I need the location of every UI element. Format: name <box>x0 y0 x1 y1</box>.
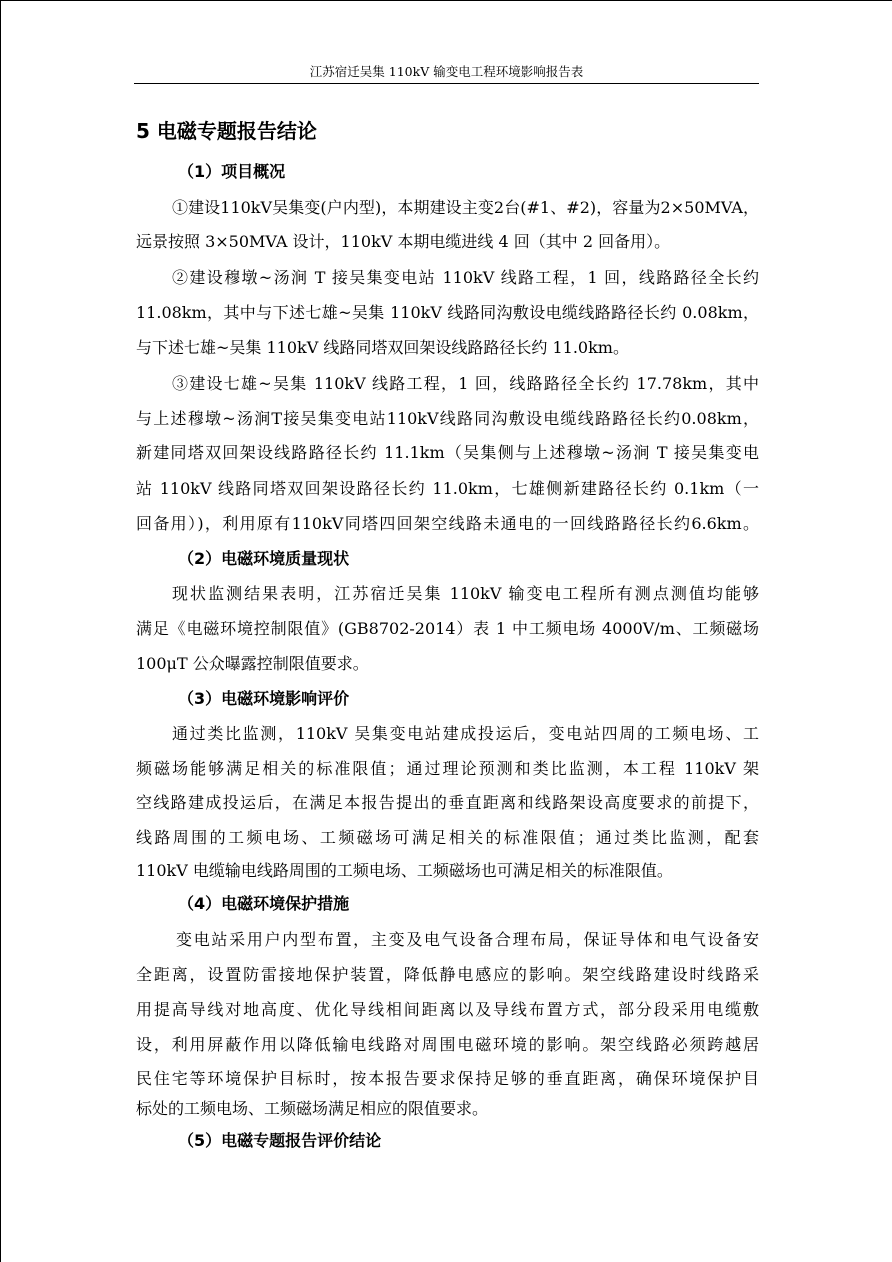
paragraph-line: 民住宅等环境保护目标时，按本报告要求保持足够的垂直距离，确保环境保护目 <box>136 1069 759 1088</box>
paragraph-line: 新建同塔双回架设线路路径长约 11.1km（吴集侧与上述穆墩~汤涧 T 接吴集变电 <box>136 443 759 462</box>
paragraph-line: 全距离，设置防雷接地保护装置，降低静电感应的影响。架空线路建设时线路采 <box>136 965 759 984</box>
paragraph-line: 110kV 电缆输电线路周围的工频电场、工频磁场也可满足相关的标准限值。 <box>136 861 673 880</box>
paragraph-line: ②建设穆墩~汤涧 T 接吴集变电站 110kV 线路工程，1 回，线路路径全长约 <box>172 268 759 287</box>
paragraph-line: 标处的工频电场、工频磁场满足相应的限值要求。 <box>136 1099 489 1118</box>
paragraph-line: 通过类比监测，110kV 吴集变电站建成投运后，变电站四周的工频电场、工 <box>172 724 759 743</box>
paragraph-line: 满足《电磁环境控制限值》(GB8702-2014）表 1 中工频电场 4000V/m、工频磁场 <box>136 619 759 638</box>
paragraph-line: 现状监测结果表明，江苏宿迁吴集 110kV 输变电工程所有测点测值均能够 <box>172 584 759 603</box>
paragraph-line: 用提高导线对地高度、优化导线相间距离以及导线布置方式，部分段采用电缆敷 <box>136 1000 759 1019</box>
paragraph-line: 11.08km，其中与下述七雄~吴集 110kV 线路同沟敷设电缆线路路径长约 0.08km， <box>136 303 759 322</box>
subheading-current-quality: （2）电磁环境质量现状 <box>178 549 350 568</box>
header-rule <box>134 83 759 84</box>
page-top-border <box>0 0 892 1</box>
page-left-border <box>0 0 1 1262</box>
paragraph-line: 站 110kV 线路同塔双回架设路径长约 11.0km，七雄侧新建路径长约 0.1km（一 <box>136 479 759 498</box>
subheading-report-conclusion: （5）电磁专题报告评价结论 <box>178 1131 382 1150</box>
running-header: 江苏宿迁吴集 110kV 输变电工程环境影响报告表 <box>309 64 584 79</box>
paragraph-line: 频磁场能够满足相关的标准限值；通过理论预测和类比监测，本工程 110kV 架 <box>136 759 759 778</box>
paragraph-line: 设，利用屏蔽作用以降低输电线路对周围电磁环境的影响。架空线路必须跨越居 <box>136 1035 759 1054</box>
subheading-protection-measures: （4）电磁环境保护措施 <box>178 894 350 913</box>
paragraph-line: 变电站采用户内型布置，主变及电气设备合理布局，保证导体和电气设备安 <box>176 930 759 949</box>
paragraph-line: 远景按照 3×50MVA 设计，110kV 本期电缆进线 4 回（其中 2 回备用）。 <box>136 232 671 251</box>
paragraph-line: 空线路建成投运后，在满足本报告提出的垂直距离和线路架设高度要求的前提下， <box>136 793 759 812</box>
paragraph-line: 100μT 公众曝露控制限值要求。 <box>136 654 369 673</box>
paragraph-line: ①建设110kV吴集变(户内型)，本期建设主变2台(#1、#2)，容量为2×50MVA， <box>172 198 759 217</box>
section-heading: 5 电磁专题报告结论 <box>136 119 317 143</box>
subheading-project-overview: （1）项目概况 <box>178 162 286 181</box>
paragraph-line: ③建设七雄~吴集 110kV 线路工程，1 回，线路路径全长约 17.78km，其中 <box>172 374 759 393</box>
paragraph-line: 与上述穆墩~汤涧T接吴集变电站110kV线路同沟敷设电缆线路路径长约0.08km， <box>136 409 759 428</box>
subheading-impact-assessment: （3）电磁环境影响评价 <box>178 689 350 708</box>
paragraph-line: 回备用）)，利用原有110kV同塔四回架空线路未通电的一回线路路径长约6.6km。 <box>136 514 759 533</box>
paragraph-line: 与下述七雄~吴集 110kV 线路同塔双回架设线路路径长约 11.0km。 <box>136 338 629 357</box>
paragraph-line: 线路周围的工频电场、工频磁场可满足相关的标准限值；通过类比监测，配套 <box>136 828 759 847</box>
